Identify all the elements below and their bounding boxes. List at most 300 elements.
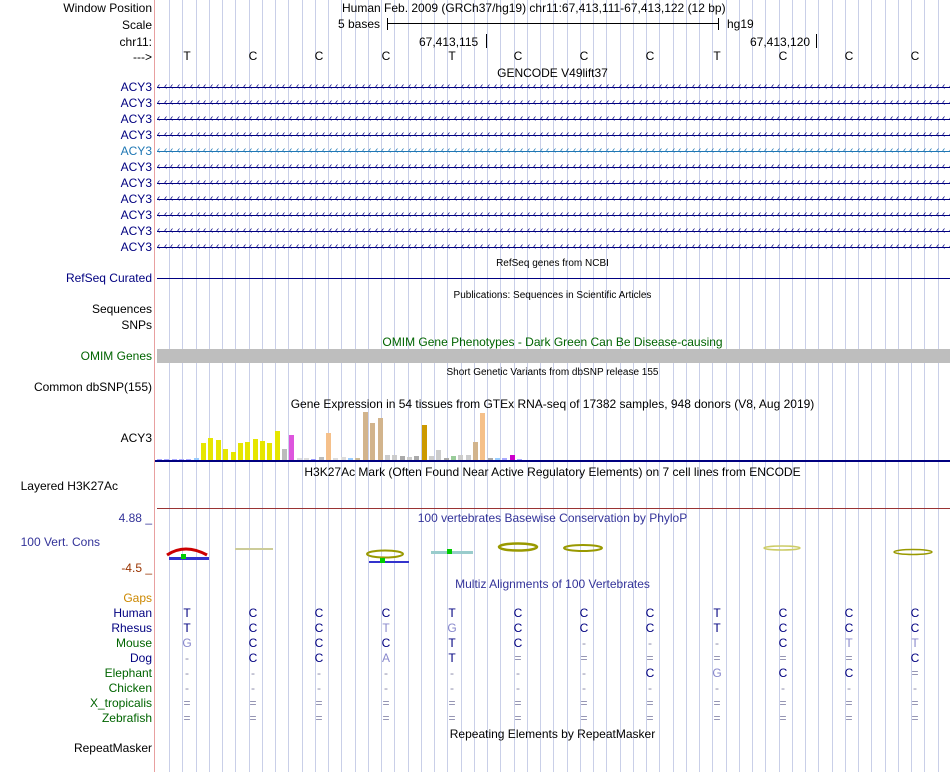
strand-chevron-icon: ‹ — [183, 161, 187, 172]
strand-chevron-icon: ‹ — [837, 145, 841, 156]
gtex-tissue-bar[interactable] — [260, 441, 265, 460]
strand-chevron-icon: ‹ — [876, 209, 880, 220]
strand-chevron-icon: ‹ — [843, 97, 847, 108]
alignment-base: - — [251, 666, 255, 680]
strand-chevron-icon: ‹ — [546, 145, 550, 156]
gencode-gene-line[interactable] — [157, 177, 950, 188]
alignment-base: C — [910, 606, 920, 620]
repeatmasker-track-label[interactable]: RepeatMasker — [73, 741, 152, 755]
gtex-gene-label[interactable]: ACY3 — [120, 431, 152, 445]
gtex-tissue-bar[interactable] — [326, 433, 331, 460]
gtex-tissue-bar[interactable] — [267, 443, 272, 460]
gtex-tissue-bar[interactable] — [473, 442, 478, 460]
strand-chevron-icon: ‹ — [236, 193, 240, 204]
refseq-gene-line[interactable] — [157, 278, 950, 279]
strand-chevron-icon: ‹ — [599, 209, 603, 220]
strand-chevron-icon: ‹ — [210, 241, 214, 252]
strand-chevron-icon: ‹ — [546, 241, 550, 252]
strand-chevron-icon: ‹ — [236, 129, 240, 140]
strand-chevron-icon: ‹ — [876, 81, 880, 92]
strand-chevron-icon: ‹ — [665, 145, 669, 156]
strand-chevron-icon: ‹ — [223, 161, 227, 172]
strand-chevron-icon: ‹ — [586, 113, 590, 124]
strand-chevron-icon: ‹ — [527, 193, 531, 204]
strand-chevron-icon: ‹ — [698, 193, 702, 204]
strand-chevron-icon: ‹ — [837, 161, 841, 172]
strand-chevron-icon: ‹ — [784, 161, 788, 172]
reference-base: C — [579, 49, 589, 63]
gencode-gene-line[interactable] — [157, 97, 950, 108]
alignment-base: A — [381, 651, 390, 665]
strand-chevron-icon: ‹ — [447, 113, 451, 124]
strand-chevron-icon: ‹ — [302, 129, 306, 140]
strand-chevron-icon: ‹ — [282, 113, 286, 124]
chrom-label[interactable]: chr11: — [119, 35, 152, 49]
strand-arrow-label[interactable]: ---> — [133, 50, 152, 64]
strand-chevron-icon: ‹ — [276, 113, 280, 124]
strand-chevron-icon: ‹ — [705, 97, 709, 108]
alignment-base: = — [646, 711, 654, 725]
strand-chevron-icon: ‹ — [936, 129, 940, 140]
strand-chevron-icon: ‹ — [751, 113, 755, 124]
strand-chevron-icon: ‹ — [850, 129, 854, 140]
omim-track-label[interactable]: OMIM Genes — [80, 349, 152, 363]
gencode-gene-label[interactable]: ACY3 — [120, 240, 152, 254]
strand-chevron-icon: ‹ — [527, 113, 531, 124]
strand-chevron-icon: ‹ — [315, 145, 319, 156]
gtex-tissue-bar[interactable] — [208, 438, 213, 460]
strand-chevron-icon: ‹ — [824, 97, 828, 108]
gtex-tissue-bar[interactable] — [370, 423, 375, 460]
strand-chevron-icon: ‹ — [771, 81, 775, 92]
species-label[interactable]: Elephant — [104, 666, 152, 680]
species-label[interactable]: Dog — [129, 651, 152, 665]
strand-chevron-icon: ‹ — [527, 81, 531, 92]
strand-chevron-icon: ‹ — [929, 225, 933, 236]
gencode-gene-line[interactable] — [157, 225, 950, 236]
gencode-gene-line[interactable] — [157, 161, 950, 172]
strand-chevron-icon: ‹ — [883, 209, 887, 220]
strand-chevron-icon: ‹ — [362, 129, 366, 140]
strand-chevron-icon: ‹ — [837, 113, 841, 124]
strand-chevron-icon: ‹ — [243, 241, 247, 252]
strand-chevron-icon: ‹ — [751, 209, 755, 220]
strand-chevron-icon: ‹ — [494, 145, 498, 156]
strand-chevron-icon: ‹ — [408, 81, 412, 92]
strand-chevron-icon: ‹ — [830, 177, 834, 188]
strand-chevron-icon: ‹ — [355, 225, 359, 236]
strand-chevron-icon: ‹ — [480, 81, 484, 92]
strand-chevron-icon: ‹ — [487, 113, 491, 124]
strand-chevron-icon: ‹ — [441, 81, 445, 92]
strand-chevron-icon: ‹ — [685, 129, 689, 140]
strand-chevron-icon: ‹ — [302, 241, 306, 252]
strand-chevron-icon: ‹ — [190, 225, 194, 236]
strand-chevron-icon: ‹ — [454, 161, 458, 172]
alignment-base: T — [448, 651, 456, 665]
strand-chevron-icon: ‹ — [678, 241, 682, 252]
strand-chevron-icon: ‹ — [764, 113, 768, 124]
strand-chevron-icon: ‹ — [573, 161, 577, 172]
strand-chevron-icon: ‹ — [797, 225, 801, 236]
strand-chevron-icon: ‹ — [421, 129, 425, 140]
strand-chevron-icon: ‹ — [725, 225, 729, 236]
strand-chevron-icon: ‹ — [381, 129, 385, 140]
strand-chevron-icon: ‹ — [375, 161, 379, 172]
alignment-base: - — [185, 666, 189, 680]
strand-chevron-icon: ‹ — [408, 145, 412, 156]
strand-chevron-icon: ‹ — [718, 145, 722, 156]
strand-chevron-icon: ‹ — [315, 241, 319, 252]
strand-chevron-icon: ‹ — [553, 97, 557, 108]
strand-chevron-icon: ‹ — [586, 161, 590, 172]
alignment-base: - — [715, 636, 719, 650]
strand-chevron-icon: ‹ — [533, 81, 537, 92]
strand-chevron-icon: ‹ — [560, 97, 564, 108]
strand-chevron-icon: ‹ — [777, 193, 781, 204]
strand-chevron-icon: ‹ — [507, 161, 511, 172]
position-tick-1: 67,413,115 — [419, 35, 479, 49]
strand-chevron-icon: ‹ — [329, 177, 333, 188]
strand-chevron-icon: ‹ — [863, 161, 867, 172]
strand-chevron-icon: ‹ — [322, 145, 326, 156]
tracks-panel[interactable] — [155, 0, 950, 772]
strand-chevron-icon: ‹ — [203, 129, 207, 140]
gencode-gene-label[interactable]: ACY3 — [120, 176, 152, 190]
strand-chevron-icon: ‹ — [923, 81, 927, 92]
species-label[interactable]: Human — [113, 606, 152, 620]
gencode-gene-line[interactable] — [157, 241, 950, 252]
alignment-base: = — [713, 651, 721, 665]
strand-chevron-icon: ‹ — [461, 145, 465, 156]
strand-chevron-icon: ‹ — [375, 129, 379, 140]
strand-chevron-icon: ‹ — [375, 193, 379, 204]
gencode-gene-line[interactable] — [157, 193, 950, 204]
strand-chevron-icon: ‹ — [480, 97, 484, 108]
strand-chevron-icon: ‹ — [942, 129, 946, 140]
strand-chevron-icon: ‹ — [243, 177, 247, 188]
strand-chevron-icon: ‹ — [177, 145, 181, 156]
strand-chevron-icon: ‹ — [936, 113, 940, 124]
strand-chevron-icon: ‹ — [804, 177, 808, 188]
gtex-tissue-bar[interactable] — [223, 449, 228, 460]
strand-chevron-icon: ‹ — [870, 193, 874, 204]
strand-chevron-icon: ‹ — [909, 209, 913, 220]
strand-chevron-icon: ‹ — [342, 113, 346, 124]
strand-chevron-icon: ‹ — [738, 97, 742, 108]
strand-chevron-icon: ‹ — [665, 193, 669, 204]
strand-chevron-icon: ‹ — [824, 113, 828, 124]
strand-chevron-icon: ‹ — [527, 161, 531, 172]
gtex-tissue-bar[interactable] — [282, 449, 287, 460]
strand-chevron-icon: ‹ — [890, 225, 894, 236]
strand-chevron-icon: ‹ — [738, 225, 742, 236]
gencode-gene-label[interactable]: ACY3 — [120, 224, 152, 238]
strand-chevron-icon: ‹ — [408, 113, 412, 124]
alignment-base: T — [713, 621, 721, 635]
strand-chevron-icon: ‹ — [923, 225, 927, 236]
strand-chevron-icon: ‹ — [414, 161, 418, 172]
strand-chevron-icon: ‹ — [230, 145, 234, 156]
strand-chevron-icon: ‹ — [758, 129, 762, 140]
strand-chevron-icon: ‹ — [527, 97, 531, 108]
scale-label[interactable]: Scale — [121, 18, 152, 32]
strand-chevron-icon: ‹ — [368, 97, 372, 108]
strand-chevron-icon: ‹ — [335, 193, 339, 204]
strand-chevron-icon: ‹ — [593, 161, 597, 172]
gtex-tissue-bar[interactable] — [480, 413, 485, 460]
strand-chevron-icon: ‹ — [612, 81, 616, 92]
strand-chevron-icon: ‹ — [857, 225, 861, 236]
species-label[interactable]: Zebrafish — [101, 711, 152, 725]
strand-chevron-icon: ‹ — [890, 129, 894, 140]
strand-chevron-icon: ‹ — [817, 225, 821, 236]
gtex-tissue-bar[interactable] — [201, 443, 206, 460]
strand-chevron-icon: ‹ — [315, 177, 319, 188]
strand-chevron-icon: ‹ — [791, 81, 795, 92]
strand-chevron-icon: ‹ — [421, 161, 425, 172]
strand-chevron-icon: ‹ — [936, 225, 940, 236]
strand-chevron-icon: ‹ — [164, 81, 168, 92]
gencode-gene-label[interactable]: ACY3 — [120, 208, 152, 222]
strand-chevron-icon: ‹ — [355, 177, 359, 188]
strand-chevron-icon: ‹ — [197, 81, 201, 92]
strand-chevron-icon: ‹ — [474, 193, 478, 204]
strand-chevron-icon: ‹ — [659, 145, 663, 156]
alignment-base: - — [384, 681, 388, 695]
strand-chevron-icon: ‹ — [896, 161, 900, 172]
strand-chevron-icon: ‹ — [395, 145, 399, 156]
strand-chevron-icon: ‹ — [447, 193, 451, 204]
gencode-gene-label[interactable]: ACY3 — [120, 144, 152, 158]
strand-chevron-icon: ‹ — [322, 81, 326, 92]
gencode-gene-label[interactable]: ACY3 — [120, 192, 152, 206]
gencode-gene-label[interactable]: ACY3 — [120, 112, 152, 126]
strand-chevron-icon: ‹ — [177, 241, 181, 252]
strand-chevron-icon: ‹ — [441, 241, 445, 252]
strand-chevron-icon: ‹ — [375, 113, 379, 124]
gtex-tissue-bar[interactable] — [231, 452, 236, 460]
strand-chevron-icon: ‹ — [500, 129, 504, 140]
strand-chevron-icon: ‹ — [520, 97, 524, 108]
alignment-base: C — [778, 621, 788, 635]
strand-chevron-icon: ‹ — [348, 145, 352, 156]
gtex-tissue-bar[interactable] — [238, 443, 243, 460]
strand-chevron-icon: ‹ — [586, 129, 590, 140]
strand-chevron-icon: ‹ — [375, 225, 379, 236]
strand-chevron-icon: ‹ — [282, 81, 286, 92]
gtex-tissue-bar[interactable] — [275, 431, 280, 460]
strand-chevron-icon: ‹ — [652, 113, 656, 124]
strand-chevron-icon: ‹ — [540, 241, 544, 252]
strand-chevron-icon: ‹ — [381, 193, 385, 204]
strand-chevron-icon: ‹ — [533, 145, 537, 156]
strand-chevron-icon: ‹ — [923, 97, 927, 108]
species-label[interactable]: Chicken — [108, 681, 152, 695]
alignment-base: - — [450, 681, 454, 695]
strand-chevron-icon: ‹ — [309, 177, 313, 188]
gtex-tissue-bar[interactable] — [422, 425, 427, 460]
strand-chevron-icon: ‹ — [480, 241, 484, 252]
strand-chevron-icon: ‹ — [269, 113, 273, 124]
strand-chevron-icon: ‹ — [942, 209, 946, 220]
strand-chevron-icon: ‹ — [579, 129, 583, 140]
strand-chevron-icon: ‹ — [256, 193, 260, 204]
gencode-gene-label[interactable]: ACY3 — [120, 128, 152, 142]
strand-chevron-icon: ‹ — [197, 129, 201, 140]
publications-track-label[interactable]: Sequences — [91, 302, 152, 316]
strand-chevron-icon: ‹ — [672, 225, 676, 236]
strand-chevron-icon: ‹ — [883, 193, 887, 204]
strand-chevron-icon: ‹ — [599, 113, 603, 124]
gencode-gene-line[interactable] — [157, 209, 950, 220]
strand-chevron-icon: ‹ — [863, 225, 867, 236]
strand-chevron-icon: ‹ — [157, 177, 161, 188]
strand-chevron-icon: ‹ — [421, 225, 425, 236]
strand-chevron-icon: ‹ — [276, 97, 280, 108]
strand-chevron-icon: ‹ — [302, 113, 306, 124]
alignment-base: C — [778, 636, 788, 650]
strand-chevron-icon: ‹ — [593, 225, 597, 236]
strand-chevron-icon: ‹ — [929, 161, 933, 172]
strand-chevron-icon: ‹ — [560, 161, 564, 172]
gtex-tissue-bar[interactable] — [216, 440, 221, 460]
omim-gene-bar[interactable] — [157, 349, 950, 363]
strand-chevron-icon: ‹ — [190, 113, 194, 124]
snps-track-label[interactable]: SNPs — [121, 318, 152, 332]
gencode-gene-line[interactable] — [157, 129, 950, 140]
strand-chevron-icon: ‹ — [797, 161, 801, 172]
strand-chevron-icon: ‹ — [276, 241, 280, 252]
repeatmasker-track-title: Repeating Elements by RepeatMasker — [449, 727, 656, 741]
strand-chevron-icon: ‹ — [533, 241, 537, 252]
gtex-tissue-bar[interactable] — [289, 435, 294, 460]
strand-chevron-icon: ‹ — [164, 97, 168, 108]
dbsnp-track-label[interactable]: Common dbSNP(155) — [33, 380, 152, 394]
strand-chevron-icon: ‹ — [810, 241, 814, 252]
strand-chevron-icon: ‹ — [857, 129, 861, 140]
gaps-label[interactable]: Gaps — [123, 591, 152, 605]
cons-logo[interactable] — [155, 535, 950, 570]
strand-chevron-icon: ‹ — [606, 161, 610, 172]
strand-chevron-icon: ‹ — [685, 113, 689, 124]
strand-chevron-icon: ‹ — [566, 113, 570, 124]
strand-chevron-icon: ‹ — [876, 225, 880, 236]
strand-chevron-icon: ‹ — [164, 161, 168, 172]
strand-chevron-icon: ‹ — [850, 193, 854, 204]
gtex-tissue-bar[interactable] — [436, 450, 441, 460]
strand-chevron-icon: ‹ — [942, 241, 946, 252]
reference-base: C — [645, 49, 655, 63]
strand-chevron-icon: ‹ — [527, 129, 531, 140]
species-label[interactable]: X_tropicalis — [89, 696, 152, 710]
strand-chevron-icon: ‹ — [863, 145, 867, 156]
strand-chevron-icon: ‹ — [692, 129, 696, 140]
strand-chevron-icon: ‹ — [857, 241, 861, 252]
window-position-label[interactable]: Window Position — [63, 1, 152, 15]
alignment-base: C — [778, 606, 788, 620]
strand-chevron-icon: ‹ — [487, 81, 491, 92]
strand-chevron-icon: ‹ — [593, 113, 597, 124]
strand-chevron-icon: ‹ — [249, 97, 253, 108]
strand-chevron-icon: ‹ — [705, 225, 709, 236]
strand-chevron-icon: ‹ — [454, 241, 458, 252]
gencode-gene-line[interactable] — [157, 113, 950, 124]
strand-chevron-icon: ‹ — [494, 129, 498, 140]
gencode-gene-label[interactable]: ACY3 — [120, 96, 152, 110]
strand-chevron-icon: ‹ — [810, 97, 814, 108]
strand-chevron-icon: ‹ — [599, 241, 603, 252]
strand-chevron-icon: ‹ — [843, 177, 847, 188]
strand-chevron-icon: ‹ — [652, 129, 656, 140]
strand-chevron-icon: ‹ — [692, 97, 696, 108]
strand-chevron-icon: ‹ — [467, 225, 471, 236]
strand-chevron-icon: ‹ — [824, 225, 828, 236]
strand-chevron-icon: ‹ — [282, 241, 286, 252]
strand-chevron-icon: ‹ — [612, 97, 616, 108]
strand-chevron-icon: ‹ — [685, 193, 689, 204]
strand-chevron-icon: ‹ — [678, 129, 682, 140]
strand-chevron-icon: ‹ — [863, 193, 867, 204]
strand-chevron-icon: ‹ — [830, 225, 834, 236]
strand-chevron-icon: ‹ — [758, 81, 762, 92]
strand-chevron-icon: ‹ — [408, 177, 412, 188]
refseq-track-label[interactable]: RefSeq Curated — [65, 271, 152, 285]
h3k27ac-track-label[interactable]: Layered H3K27Ac — [20, 479, 118, 493]
gencode-gene-line[interactable] — [157, 81, 950, 92]
gencode-gene-line[interactable] — [157, 145, 950, 156]
strand-chevron-icon: ‹ — [764, 129, 768, 140]
strand-chevron-icon: ‹ — [329, 225, 333, 236]
strand-chevron-icon: ‹ — [890, 161, 894, 172]
strand-chevron-icon: ‹ — [315, 81, 319, 92]
strand-chevron-icon: ‹ — [791, 193, 795, 204]
strand-chevron-icon: ‹ — [560, 129, 564, 140]
strand-chevron-icon: ‹ — [850, 225, 854, 236]
gencode-gene-label[interactable]: ACY3 — [120, 160, 152, 174]
strand-chevron-icon: ‹ — [507, 145, 511, 156]
gtex-tissue-bar[interactable] — [253, 439, 258, 460]
strand-chevron-icon: ‹ — [243, 161, 247, 172]
strand-chevron-icon: ‹ — [824, 161, 828, 172]
gencode-track-title: GENCODE V49lift37 — [497, 66, 608, 80]
strand-chevron-icon: ‹ — [507, 113, 511, 124]
strand-chevron-icon: ‹ — [876, 161, 880, 172]
strand-chevron-icon: ‹ — [599, 145, 603, 156]
gencode-gene-label[interactable]: ACY3 — [120, 80, 152, 94]
strand-chevron-icon: ‹ — [744, 225, 748, 236]
strand-chevron-icon: ‹ — [441, 177, 445, 188]
gtex-bar-chart[interactable] — [155, 410, 950, 460]
strand-chevron-icon: ‹ — [566, 129, 570, 140]
strand-chevron-icon: ‹ — [857, 177, 861, 188]
species-label[interactable]: Rhesus — [111, 621, 152, 635]
strand-chevron-icon: ‹ — [824, 177, 828, 188]
strand-chevron-icon: ‹ — [434, 145, 438, 156]
strand-chevron-icon: ‹ — [659, 209, 663, 220]
cons-track-label[interactable]: 100 Vert. Cons — [20, 535, 100, 549]
strand-chevron-icon: ‹ — [183, 225, 187, 236]
strand-chevron-icon: ‹ — [810, 193, 814, 204]
strand-chevron-icon: ‹ — [269, 145, 273, 156]
gtex-tissue-bar[interactable] — [378, 418, 383, 460]
species-label[interactable]: Mouse — [115, 636, 152, 650]
gtex-tissue-bar[interactable] — [363, 412, 368, 460]
strand-chevron-icon: ‹ — [731, 129, 735, 140]
gtex-tissue-bar[interactable] — [245, 442, 250, 460]
strand-chevron-icon: ‹ — [744, 145, 748, 156]
strand-chevron-icon: ‹ — [296, 129, 300, 140]
